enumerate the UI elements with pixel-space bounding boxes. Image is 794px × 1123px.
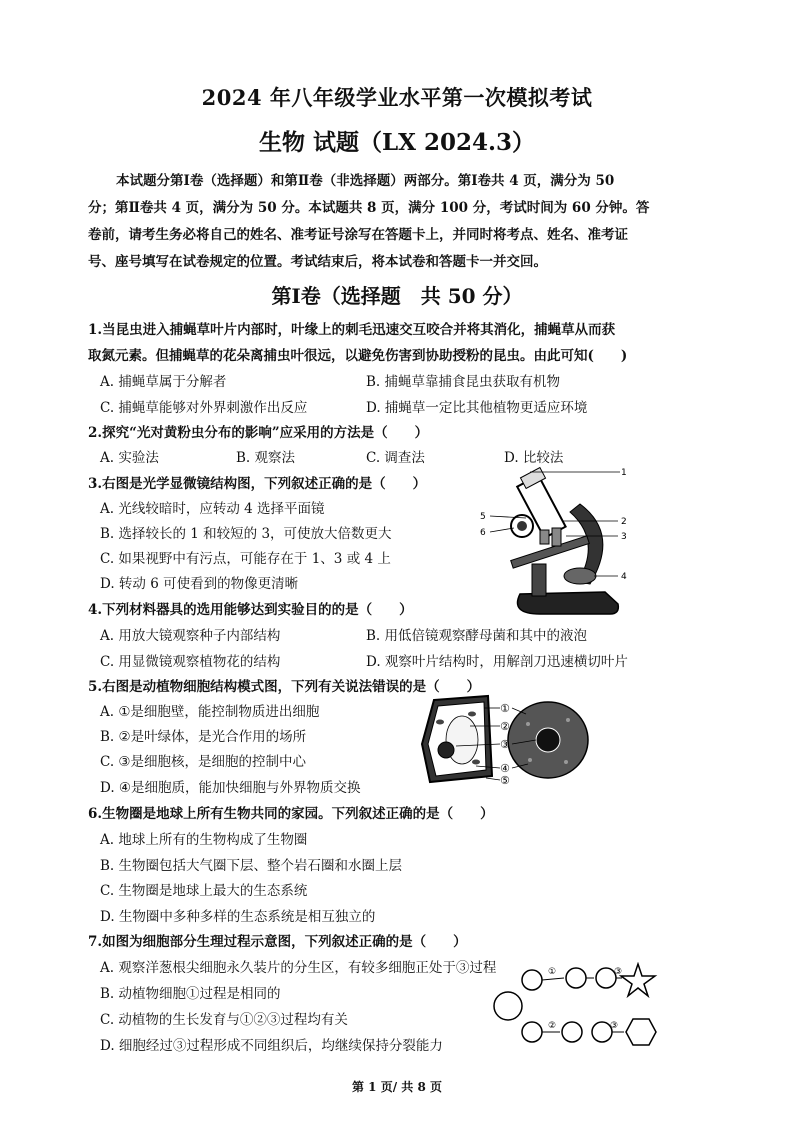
cell-label-4: ④ — [500, 762, 510, 775]
cell-process-figure — [492, 962, 668, 1058]
question-5-option-d: D. ④是细胞质，能加快细胞与外界物质交换 — [100, 780, 361, 796]
question-3-option-d: D. 转动 6 可使看到的物像更清晰 — [100, 576, 299, 592]
cell-label-5: ⑤ — [500, 774, 510, 786]
question-1-stem: 取氮元素。但捕蝇草的花朵离捕虫叶很远，以避免伤害到协助授粉的昆虫。由此可知( ) — [88, 348, 628, 364]
question-4-stem: 4.下列材料器具的选用能够达到实验目的的是（ ） — [88, 602, 413, 618]
instructions-line: 卷前，请考生务必将自己的姓名、准考证号涂写在答题卡上，并同时将考点、姓名、准考证 — [88, 227, 628, 243]
question-1-option-b: B. 捕蝇草靠捕食昆虫获取有机物 — [366, 374, 561, 390]
question-1-option-c: C. 捕蝇草能够对外界刺激作出反应 — [100, 400, 308, 416]
question-2-option-c: C. 调查法 — [366, 450, 425, 466]
question-5-option-b: B. ②是叶绿体，是光合作用的场所 — [100, 729, 307, 745]
question-6-option-d: D. 生物圈中多种多样的生态系统是相互独立的 — [100, 909, 376, 925]
question-5-option-c: C. ③是细胞核，是细胞的控制中心 — [100, 754, 307, 770]
question-3-stem: 3.右图是光学显微镜结构图，下列叙述正确的是（ ） — [88, 476, 427, 492]
question-6-stem: 6.生物圈是地球上所有生物共同的家园。下列叙述正确的是（ ） — [88, 806, 494, 822]
microscope-label-4: 4 — [621, 572, 627, 582]
microscope-label-1: 1 — [621, 468, 627, 478]
section-title: 第Ⅰ卷（选择题 共 50 分） — [271, 284, 523, 308]
process-label-4: ③ — [610, 1021, 619, 1031]
question-3-option-b: B. 选择较长的 1 和较短的 3，可使放大倍数更大 — [100, 526, 392, 542]
microscope-label-3: 3 — [621, 532, 627, 542]
question-1-option-d: D. 捕蝇草一定比其他植物更适应环境 — [366, 400, 588, 416]
instructions-line: 号、座号填写在试卷规定的位置。考试结束后，将本试卷和答题卡一并交回。 — [88, 254, 547, 270]
question-6-option-a: A. 地球上所有的生物构成了生物圈 — [100, 832, 308, 848]
question-4-option-c: C. 用显微镜观察植物花的结构 — [100, 654, 281, 670]
question-3-option-c: C. 如果视野中有污点，可能存在于 1、3 或 4 上 — [100, 551, 391, 567]
cell-label-2: ② — [500, 720, 510, 733]
instructions-line: 分；第Ⅱ卷共 4 页，满分为 50 分。本试题共 8 页，满分 100 分，考试时间为 60 分钟。答 — [88, 200, 650, 216]
cell-label-1: ① — [500, 702, 510, 715]
question-5-option-a: A. ①是细胞壁，能控制物质进出细胞 — [100, 704, 320, 720]
question-1-option-a: A. 捕蝇草属于分解者 — [100, 374, 227, 390]
question-7-stem: 7.如图为细胞部分生理过程示意图，下列叙述正确的是（ ） — [88, 934, 467, 950]
exam-subtitle: 生物 试题（LX 2024.3） — [258, 129, 536, 156]
question-4-option-d: D. 观察叶片结构时，用解剖刀迅速横切叶片 — [366, 654, 628, 670]
question-7-option-d: D. 细胞经过③过程形成不同组织后，均继续保持分裂能力 — [100, 1038, 443, 1054]
question-7-option-b: B. 动植物细胞①过程是相同的 — [100, 986, 281, 1002]
microscope-label-5: 5 — [480, 512, 486, 522]
question-3-option-a: A. 光线较暗时，应转动 4 选择平面镜 — [100, 501, 325, 517]
page-number: 第 1 页/ 共 8 页 — [352, 1080, 442, 1094]
question-1-stem: 1.当昆虫进入捕蝇草叶片内部时，叶缘上的刺毛迅速交互咬合并将其消化，捕蝇草从而获 — [88, 322, 616, 338]
question-2-option-d: D. 比较法 — [504, 450, 564, 466]
microscope-label-6: 6 — [480, 528, 486, 538]
question-2-stem: 2.探究“光对黄粉虫分布的影响”应采用的方法是（ ） — [88, 425, 429, 441]
instructions-line: 本试题分第Ⅰ卷（选择题）和第Ⅱ卷（非选择题）两部分。第Ⅰ卷共 4 页，满分为 50 — [116, 173, 615, 189]
process-label-1: ① — [548, 967, 557, 977]
cell-label-3: ③ — [500, 738, 510, 751]
instructions — [88, 168, 708, 276]
question-2-option-b: B. 观察法 — [236, 450, 296, 466]
exam-title: 2024 年八年级学业水平第一次模拟考试 — [201, 85, 593, 110]
process-label-3: ③ — [614, 967, 623, 977]
question-5-stem: 5.右图是动植物细胞结构模式图，下列有关说法错误的是（ ） — [88, 679, 481, 695]
question-7-option-a: A. 观察洋葱根尖细胞永久装片的分生区，有较多细胞正处于③过程 — [100, 960, 497, 976]
question-6-option-b: B. 生物圈包括大气圈下层、整个岩石圈和水圈上层 — [100, 858, 403, 874]
question-2-option-a: A. 实验法 — [100, 450, 159, 466]
process-label-2: ② — [548, 1021, 557, 1031]
microscope-figure — [470, 464, 635, 620]
question-6-option-c: C. 生物圈是地球上最大的生态系统 — [100, 883, 308, 899]
question-4-option-b: B. 用低倍镜观察酵母菌和其中的液泡 — [366, 628, 588, 644]
cell-structure-figure — [416, 694, 596, 786]
microscope-label-2: 2 — [621, 517, 627, 527]
question-4-option-a: A. 用放大镜观察种子内部结构 — [100, 628, 281, 644]
question-7-option-c: C. 动植物的生长发育与①②③过程均有关 — [100, 1012, 348, 1028]
